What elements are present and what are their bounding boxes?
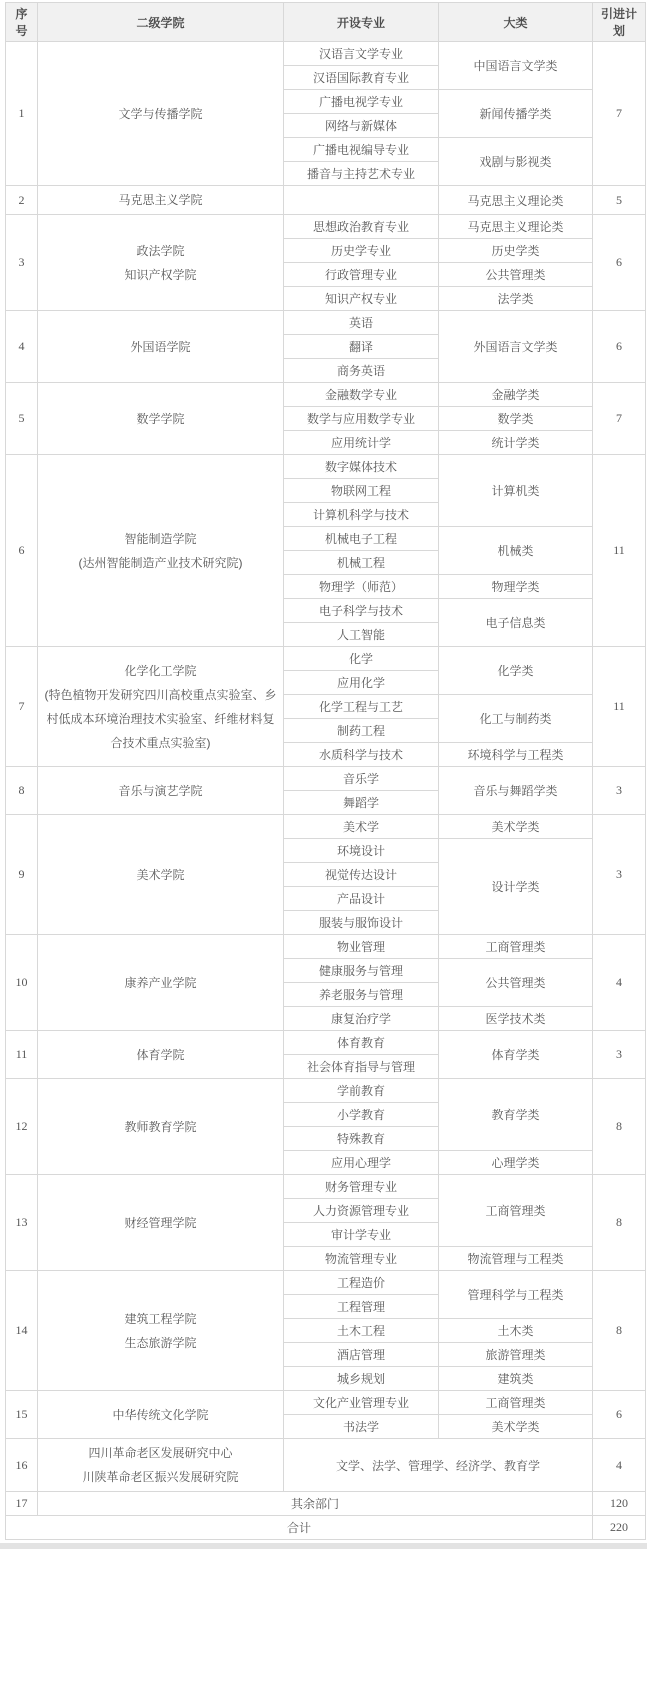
- plan-cell: 5: [593, 186, 646, 215]
- major-cell: 金融数学专业: [284, 383, 439, 407]
- table-row: [6, 647, 646, 671]
- college-cell: [38, 815, 284, 935]
- department-cell: 其余部门: [38, 1492, 593, 1516]
- table-row: [6, 1079, 646, 1103]
- college-name-line: 音乐与演艺学院: [118, 783, 203, 798]
- major-cell: 美术学: [284, 815, 439, 839]
- college-name-line: 教师教育学院: [124, 1119, 197, 1134]
- category-cell: 法学类: [439, 287, 593, 311]
- row-number-cell: 5: [6, 383, 38, 455]
- major-cell: 土木工程: [284, 1319, 439, 1343]
- college-cell: [38, 383, 284, 455]
- college-name-line: 川陕革命老区振兴发展研究院: [82, 1470, 239, 1484]
- table-row: [6, 455, 646, 479]
- college-cell: [38, 1439, 284, 1492]
- major-cell: 工程造价: [284, 1271, 439, 1295]
- college-name-line: (特色植物开发研究四川高校重点实验室、乡村低成本环境治理技术实验室、纤维材料复合技术重点实验室): [44, 687, 277, 750]
- college-cell: [38, 42, 284, 186]
- row-number-cell: 1: [6, 42, 38, 186]
- major-cell: 机械工程: [284, 551, 439, 575]
- row-number-cell: 14: [6, 1271, 38, 1391]
- table-row: [6, 767, 646, 791]
- major-cell: [284, 186, 439, 215]
- major-cell: 汉语言文学专业: [284, 42, 439, 66]
- plan-cell: 7: [593, 42, 646, 186]
- plan-cell: 3: [593, 767, 646, 815]
- college-cell: [38, 1175, 284, 1271]
- college-cell: [38, 215, 284, 311]
- major-cell: 文化产业管理专业: [284, 1391, 439, 1415]
- table-row: [6, 1271, 646, 1295]
- category-cell: 数学类: [439, 407, 593, 431]
- category-cell: 马克思主义理论类: [439, 215, 593, 239]
- grand-total-label-cell: 合计: [6, 1516, 593, 1540]
- row-number-cell: 3: [6, 215, 38, 311]
- major-cell: 书法学: [284, 1415, 439, 1439]
- college-name-line: 知识产权学院: [124, 267, 197, 282]
- plan-cell: 6: [593, 215, 646, 311]
- category-cell: 工商管理类: [439, 1391, 593, 1415]
- category-cell: 音乐与舞蹈学类: [439, 767, 593, 815]
- plan-cell: 6: [593, 311, 646, 383]
- table-row: [6, 815, 646, 839]
- row-number-cell: 15: [6, 1391, 38, 1439]
- table-row: [6, 42, 646, 66]
- category-cell: 物理学类: [439, 575, 593, 599]
- college-name-line: 建筑工程学院: [124, 1311, 197, 1326]
- disciplines-cell: 文学、法学、管理学、经济学、教育学: [284, 1439, 593, 1492]
- college-name-line: (达州智能制造产业技术研究院): [78, 555, 243, 570]
- major-cell: 物联网工程: [284, 479, 439, 503]
- plan-cell: 8: [593, 1271, 646, 1391]
- college-cell: [38, 1079, 284, 1175]
- plan-cell: 4: [593, 935, 646, 1031]
- plan-cell: 120: [593, 1492, 646, 1516]
- college-name-line: 外国语学院: [130, 339, 191, 354]
- category-cell: 体育学类: [439, 1031, 593, 1079]
- major-cell: 舞蹈学: [284, 791, 439, 815]
- column-header-number: 序号: [6, 3, 38, 42]
- row-number-cell: 13: [6, 1175, 38, 1271]
- category-cell: 医学技术类: [439, 1007, 593, 1031]
- category-cell: 戏剧与影视类: [439, 138, 593, 186]
- major-cell: 计算机科学与技术: [284, 503, 439, 527]
- college-name-line: 文学与传播学院: [118, 106, 203, 121]
- category-cell: 历史学类: [439, 239, 593, 263]
- row-number-cell: 6: [6, 455, 38, 647]
- category-cell: 公共管理类: [439, 959, 593, 1007]
- category-cell: 环境科学与工程类: [439, 743, 593, 767]
- major-cell: 物业管理: [284, 935, 439, 959]
- plan-cell: 11: [593, 455, 646, 647]
- major-cell: 应用心理学: [284, 1151, 439, 1175]
- college-cell: [38, 1031, 284, 1079]
- college-name-line: 中华传统文化学院: [112, 1407, 209, 1422]
- category-cell: 化工与制药类: [439, 695, 593, 743]
- table-row: [6, 186, 646, 215]
- major-cell: 水质科学与技术: [284, 743, 439, 767]
- category-cell: 美术学类: [439, 1415, 593, 1439]
- college-name-line: 美术学院: [136, 867, 185, 882]
- college-cell: [38, 647, 284, 767]
- major-cell: 物理学（师范）: [284, 575, 439, 599]
- category-cell: 马克思主义理论类: [439, 186, 593, 215]
- category-cell: 土木类: [439, 1319, 593, 1343]
- major-cell: 汉语国际教育专业: [284, 66, 439, 90]
- table-row: [6, 311, 646, 335]
- college-name-line: 体育学院: [136, 1047, 185, 1062]
- category-cell: 设计学类: [439, 839, 593, 935]
- major-cell: 环境设计: [284, 839, 439, 863]
- row-number-cell: 2: [6, 186, 38, 215]
- college-name-line: 智能制造学院: [124, 531, 197, 546]
- major-cell: 化学: [284, 647, 439, 671]
- category-cell: 工商管理类: [439, 935, 593, 959]
- college-cell: [38, 1271, 284, 1391]
- major-cell: 人力资源管理专业: [284, 1199, 439, 1223]
- table-row: [6, 1031, 646, 1055]
- major-cell: 翻译: [284, 335, 439, 359]
- major-cell: 应用统计学: [284, 431, 439, 455]
- college-name-line: 马克思主义学院: [118, 193, 203, 207]
- major-cell: 体育教育: [284, 1031, 439, 1055]
- row-number-cell: 11: [6, 1031, 38, 1079]
- table-row: [6, 1492, 646, 1516]
- college-cell: [38, 935, 284, 1031]
- plan-cell: 3: [593, 1031, 646, 1079]
- table-body: [6, 42, 646, 1540]
- category-cell: 新闻传播学类: [439, 90, 593, 138]
- category-cell: 教育学类: [439, 1079, 593, 1151]
- major-cell: 网络与新媒体: [284, 114, 439, 138]
- table-row: [6, 935, 646, 959]
- major-cell: 学前教育: [284, 1079, 439, 1103]
- header-row: [6, 3, 646, 42]
- table-row: [6, 1516, 646, 1540]
- major-cell: 英语: [284, 311, 439, 335]
- plan-cell: 7: [593, 383, 646, 455]
- major-cell: 养老服务与管理: [284, 983, 439, 1007]
- category-cell: 统计学类: [439, 431, 593, 455]
- table-row: [6, 1175, 646, 1199]
- college-name-line: 康养产业学院: [124, 975, 197, 990]
- category-cell: 心理学类: [439, 1151, 593, 1175]
- college-cell: [38, 186, 284, 215]
- table-row: [6, 383, 646, 407]
- major-cell: 制药工程: [284, 719, 439, 743]
- category-cell: 金融学类: [439, 383, 593, 407]
- major-cell: 审计学专业: [284, 1223, 439, 1247]
- major-cell: 广播电视编导专业: [284, 138, 439, 162]
- column-header-college: 二级学院: [38, 3, 284, 42]
- table-row: [6, 1439, 646, 1492]
- major-cell: 城乡规划: [284, 1367, 439, 1391]
- row-number-cell: 17: [6, 1492, 38, 1516]
- major-cell: 人工智能: [284, 623, 439, 647]
- college-name-line: 化学化工学院: [124, 663, 197, 678]
- row-number-cell: 12: [6, 1079, 38, 1175]
- major-cell: 社会体育指导与管理: [284, 1055, 439, 1079]
- row-number-cell: 7: [6, 647, 38, 767]
- row-number-cell: 10: [6, 935, 38, 1031]
- college-name-line: 数学学院: [136, 411, 185, 426]
- major-cell: 工程管理: [284, 1295, 439, 1319]
- grand-total-value-cell: 220: [593, 1516, 646, 1540]
- major-cell: 思想政治教育专业: [284, 215, 439, 239]
- category-cell: 公共管理类: [439, 263, 593, 287]
- plan-cell: 8: [593, 1175, 646, 1271]
- major-cell: 物流管理专业: [284, 1247, 439, 1271]
- column-header-category: 大类: [439, 3, 593, 42]
- major-cell: 视觉传达设计: [284, 863, 439, 887]
- recruitment-plan-table: [5, 2, 646, 1540]
- category-cell: 美术学类: [439, 815, 593, 839]
- category-cell: 管理科学与工程类: [439, 1271, 593, 1319]
- row-number-cell: 4: [6, 311, 38, 383]
- category-cell: 机械类: [439, 527, 593, 575]
- category-cell: 电子信息类: [439, 599, 593, 647]
- page-bottom-bar: [0, 1543, 647, 1549]
- major-cell: 数学与应用数学专业: [284, 407, 439, 431]
- major-cell: 化学工程与工艺: [284, 695, 439, 719]
- plan-cell: 6: [593, 1391, 646, 1439]
- major-cell: 机械电子工程: [284, 527, 439, 551]
- major-cell: 产品设计: [284, 887, 439, 911]
- row-number-cell: 9: [6, 815, 38, 935]
- major-cell: 服装与服饰设计: [284, 911, 439, 935]
- major-cell: 历史学专业: [284, 239, 439, 263]
- category-cell: 物流管理与工程类: [439, 1247, 593, 1271]
- category-cell: 化学类: [439, 647, 593, 695]
- major-cell: 小学教育: [284, 1103, 439, 1127]
- category-cell: 旅游管理类: [439, 1343, 593, 1367]
- category-cell: 中国语言文学类: [439, 42, 593, 90]
- major-cell: 特殊教育: [284, 1127, 439, 1151]
- plan-cell: 8: [593, 1079, 646, 1175]
- category-cell: 外国语言文学类: [439, 311, 593, 383]
- category-cell: 计算机类: [439, 455, 593, 527]
- plan-cell: 3: [593, 815, 646, 935]
- college-cell: [38, 455, 284, 647]
- college-name-line: 政法学院: [136, 243, 185, 258]
- major-cell: 健康服务与管理: [284, 959, 439, 983]
- major-cell: 酒店管理: [284, 1343, 439, 1367]
- plan-cell: 11: [593, 647, 646, 767]
- college-name-line: 四川革命老区发展研究中心: [88, 1446, 233, 1460]
- major-cell: 商务英语: [284, 359, 439, 383]
- major-cell: 财务管理专业: [284, 1175, 439, 1199]
- college-cell: [38, 767, 284, 815]
- category-cell: 工商管理类: [439, 1175, 593, 1247]
- college-cell: [38, 1391, 284, 1439]
- table-row: [6, 1391, 646, 1415]
- major-cell: 广播电视学专业: [284, 90, 439, 114]
- row-number-cell: 16: [6, 1439, 38, 1492]
- major-cell: 康复治疗学: [284, 1007, 439, 1031]
- college-name-line: 生态旅游学院: [124, 1335, 197, 1350]
- major-cell: 播音与主持艺术专业: [284, 162, 439, 186]
- college-name-line: 财经管理学院: [124, 1215, 197, 1230]
- major-cell: 行政管理专业: [284, 263, 439, 287]
- plan-cell: 4: [593, 1439, 646, 1492]
- major-cell: 电子科学与技术: [284, 599, 439, 623]
- major-cell: 应用化学: [284, 671, 439, 695]
- row-number-cell: 8: [6, 767, 38, 815]
- column-header-plan: 引进计划: [593, 3, 646, 42]
- table-row: [6, 215, 646, 239]
- major-cell: 数字媒体技术: [284, 455, 439, 479]
- category-cell: 建筑类: [439, 1367, 593, 1391]
- column-header-majors: 开设专业: [284, 3, 439, 42]
- college-cell: [38, 311, 284, 383]
- major-cell: 音乐学: [284, 767, 439, 791]
- major-cell: 知识产权专业: [284, 287, 439, 311]
